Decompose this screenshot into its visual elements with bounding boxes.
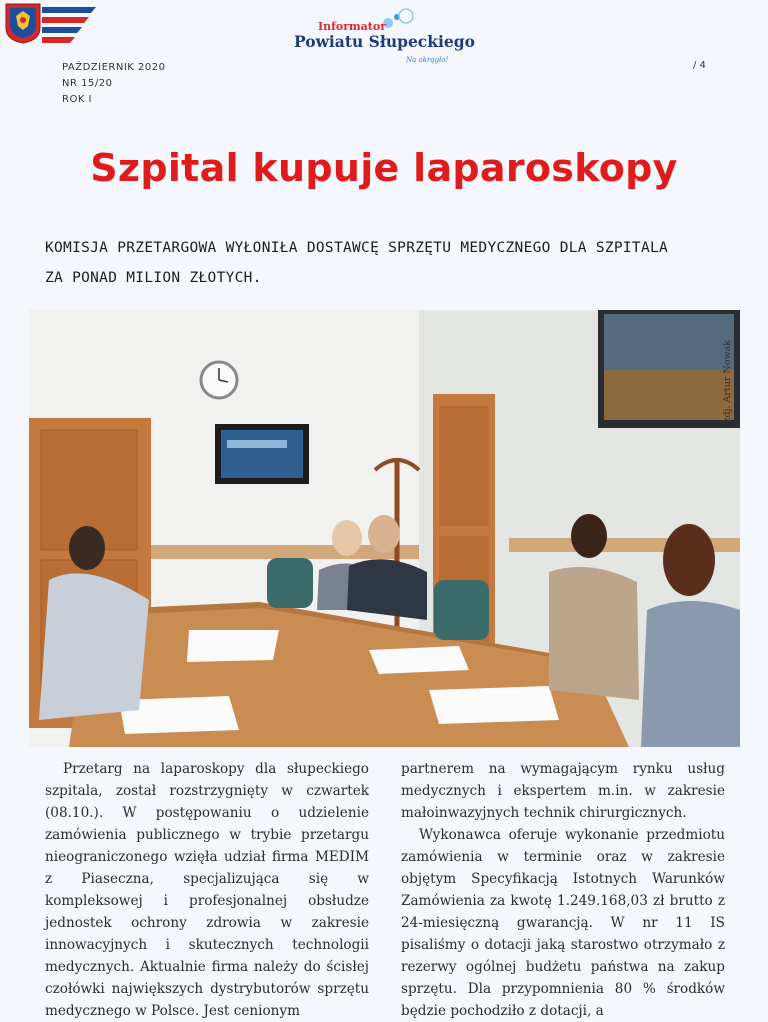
lead-line-2: ZA PONAD MILION ZŁOTYCH. <box>45 270 262 286</box>
issue-number: NR 15/20 <box>62 78 113 89</box>
issue-year: ROK I <box>62 94 93 105</box>
masthead-small-title: Informator <box>318 20 386 33</box>
flag-stripes-icon <box>42 5 96 45</box>
article-lead <box>45 233 735 293</box>
coat-of-arms-icon <box>4 2 42 44</box>
issue-info <box>62 60 165 108</box>
article-title: Szpital kupuje laparoskopy <box>90 146 678 190</box>
article-column-left <box>45 758 369 1022</box>
paragraph: Przetarg na laparoskopy dla słupeckiego szpitala, został rozstrzygnięty w czwartek (08.10.). W postępowaniu o udzielenie zamówienia publicznego w trybie przetargu nieograniczonego wzięła udział firma MEDIM z Piaseczna, specjalizująca się w kompleksowej i profesjonalnej obsłudze jednostek ochrony zdrowia w zakresie innowacyjnych i skutecznych technologii medycznych. Aktualnie firma należy do ścisłej czołówki największych dystrybutorów sprzętu medycznego w Polsce. Jest cenionym <box>45 761 369 1019</box>
masthead-tagline: Na okrągło! <box>406 56 449 64</box>
article-column-right <box>401 758 725 1022</box>
lead-line-1: KOMISJA PRZETARGOWA WYŁONIŁA DOSTAWCĘ SPRZĘTU MEDYCZNEGO DLA SZPITALA <box>45 240 669 256</box>
paragraph: partnerem na wymagającym rynku usług medycznych i ekspertem m.in. w zakresie małoinwazyjnych technik chirurgicznych. <box>401 761 725 821</box>
masthead-title: Powiatu Słupeckiego <box>294 32 475 51</box>
masthead-logo <box>280 8 500 68</box>
page-number: / 4 <box>693 60 706 71</box>
paragraph: Wykonawca oferuje wykonanie przedmiotu zamówienia w terminie oraz w zakresie objętym Specyfikacją Istotnych Warunków Zamówienia za kwotę 1.249.168,03 zł brutto z 24-miesięczną gwarancją. W nr 11 IS pisaliśmy o dotacji jaką starostwo otrzymało z rezerwy ogólnej budżetu państwa na zakup sprzętu. Dla przypomnienia 80 % środków będzie pochodziło z dotacji, a <box>401 827 725 1019</box>
issue-date: PAŹDZIERNIK 2020 <box>62 62 166 73</box>
article-photo <box>29 310 740 747</box>
photo-credit: zdj. Artur Nowak <box>722 340 733 423</box>
